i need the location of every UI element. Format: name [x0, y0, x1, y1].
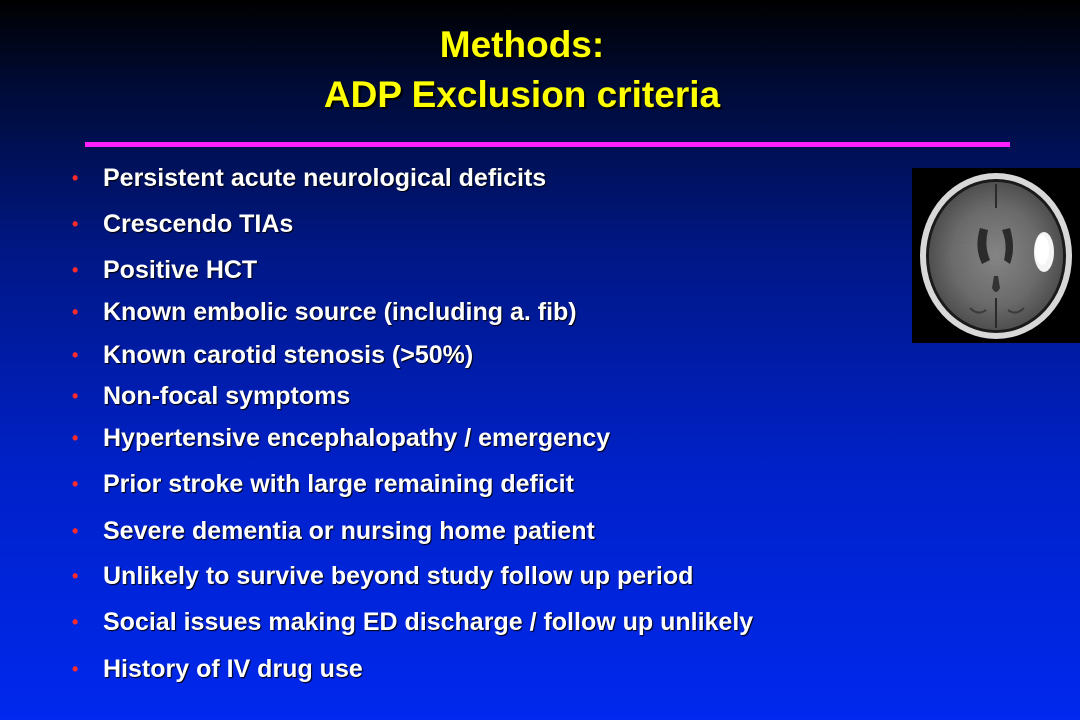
title-line-2: ADP Exclusion criteria: [323, 74, 721, 115]
list-item: [72, 379, 350, 413]
bullet-text: Non-focal symptoms: [103, 381, 351, 410]
list-item: [72, 559, 693, 593]
head-ct-scan-image: [912, 168, 1080, 343]
bullet-icon: •: [72, 385, 79, 406]
list-item: [72, 295, 577, 329]
bullet-text: Hypertensive encephalopathy / emergency: [103, 423, 611, 452]
bullet-text: Known embolic source (including a. fib): [103, 297, 577, 326]
bullet-icon: •: [72, 301, 79, 322]
list-item: [72, 338, 473, 372]
bullet-icon: •: [72, 167, 79, 188]
bullet-icon: •: [72, 259, 79, 280]
bullet-icon: •: [72, 427, 79, 448]
bullet-text: Severe dementia or nursing home patient: [103, 516, 595, 545]
bullet-icon: •: [72, 344, 79, 365]
bullet-icon: •: [72, 520, 79, 541]
list-item: [72, 421, 610, 455]
list-item: [72, 605, 753, 639]
bullet-icon: •: [72, 473, 79, 494]
bullet-text: Known carotid stenosis (>50%): [103, 340, 474, 369]
list-item: [72, 514, 595, 548]
bullet-text: Crescendo TIAs: [103, 209, 294, 238]
bullet-text: History of IV drug use: [103, 654, 363, 683]
bullet-text: Social issues making ED discharge / follow up unlikely: [103, 607, 754, 636]
list-item: [72, 207, 293, 241]
bullet-text: Prior stroke with large remaining deficit: [103, 469, 574, 498]
list-item: [72, 652, 363, 686]
bullet-icon: •: [72, 611, 79, 632]
bullet-text: Persistent acute neurological deficits: [103, 163, 547, 192]
bullet-text: Unlikely to survive beyond study follow up period: [103, 561, 694, 590]
bullet-text: Positive HCT: [103, 255, 258, 284]
bullet-icon: •: [72, 565, 79, 586]
list-item: [72, 467, 574, 501]
bullet-icon: •: [72, 658, 79, 679]
list-item: [72, 253, 257, 287]
bullet-icon: •: [72, 213, 79, 234]
list-item: [72, 161, 546, 195]
brain-ct-icon: [912, 168, 1080, 343]
title-line-1: Methods:: [439, 24, 605, 65]
